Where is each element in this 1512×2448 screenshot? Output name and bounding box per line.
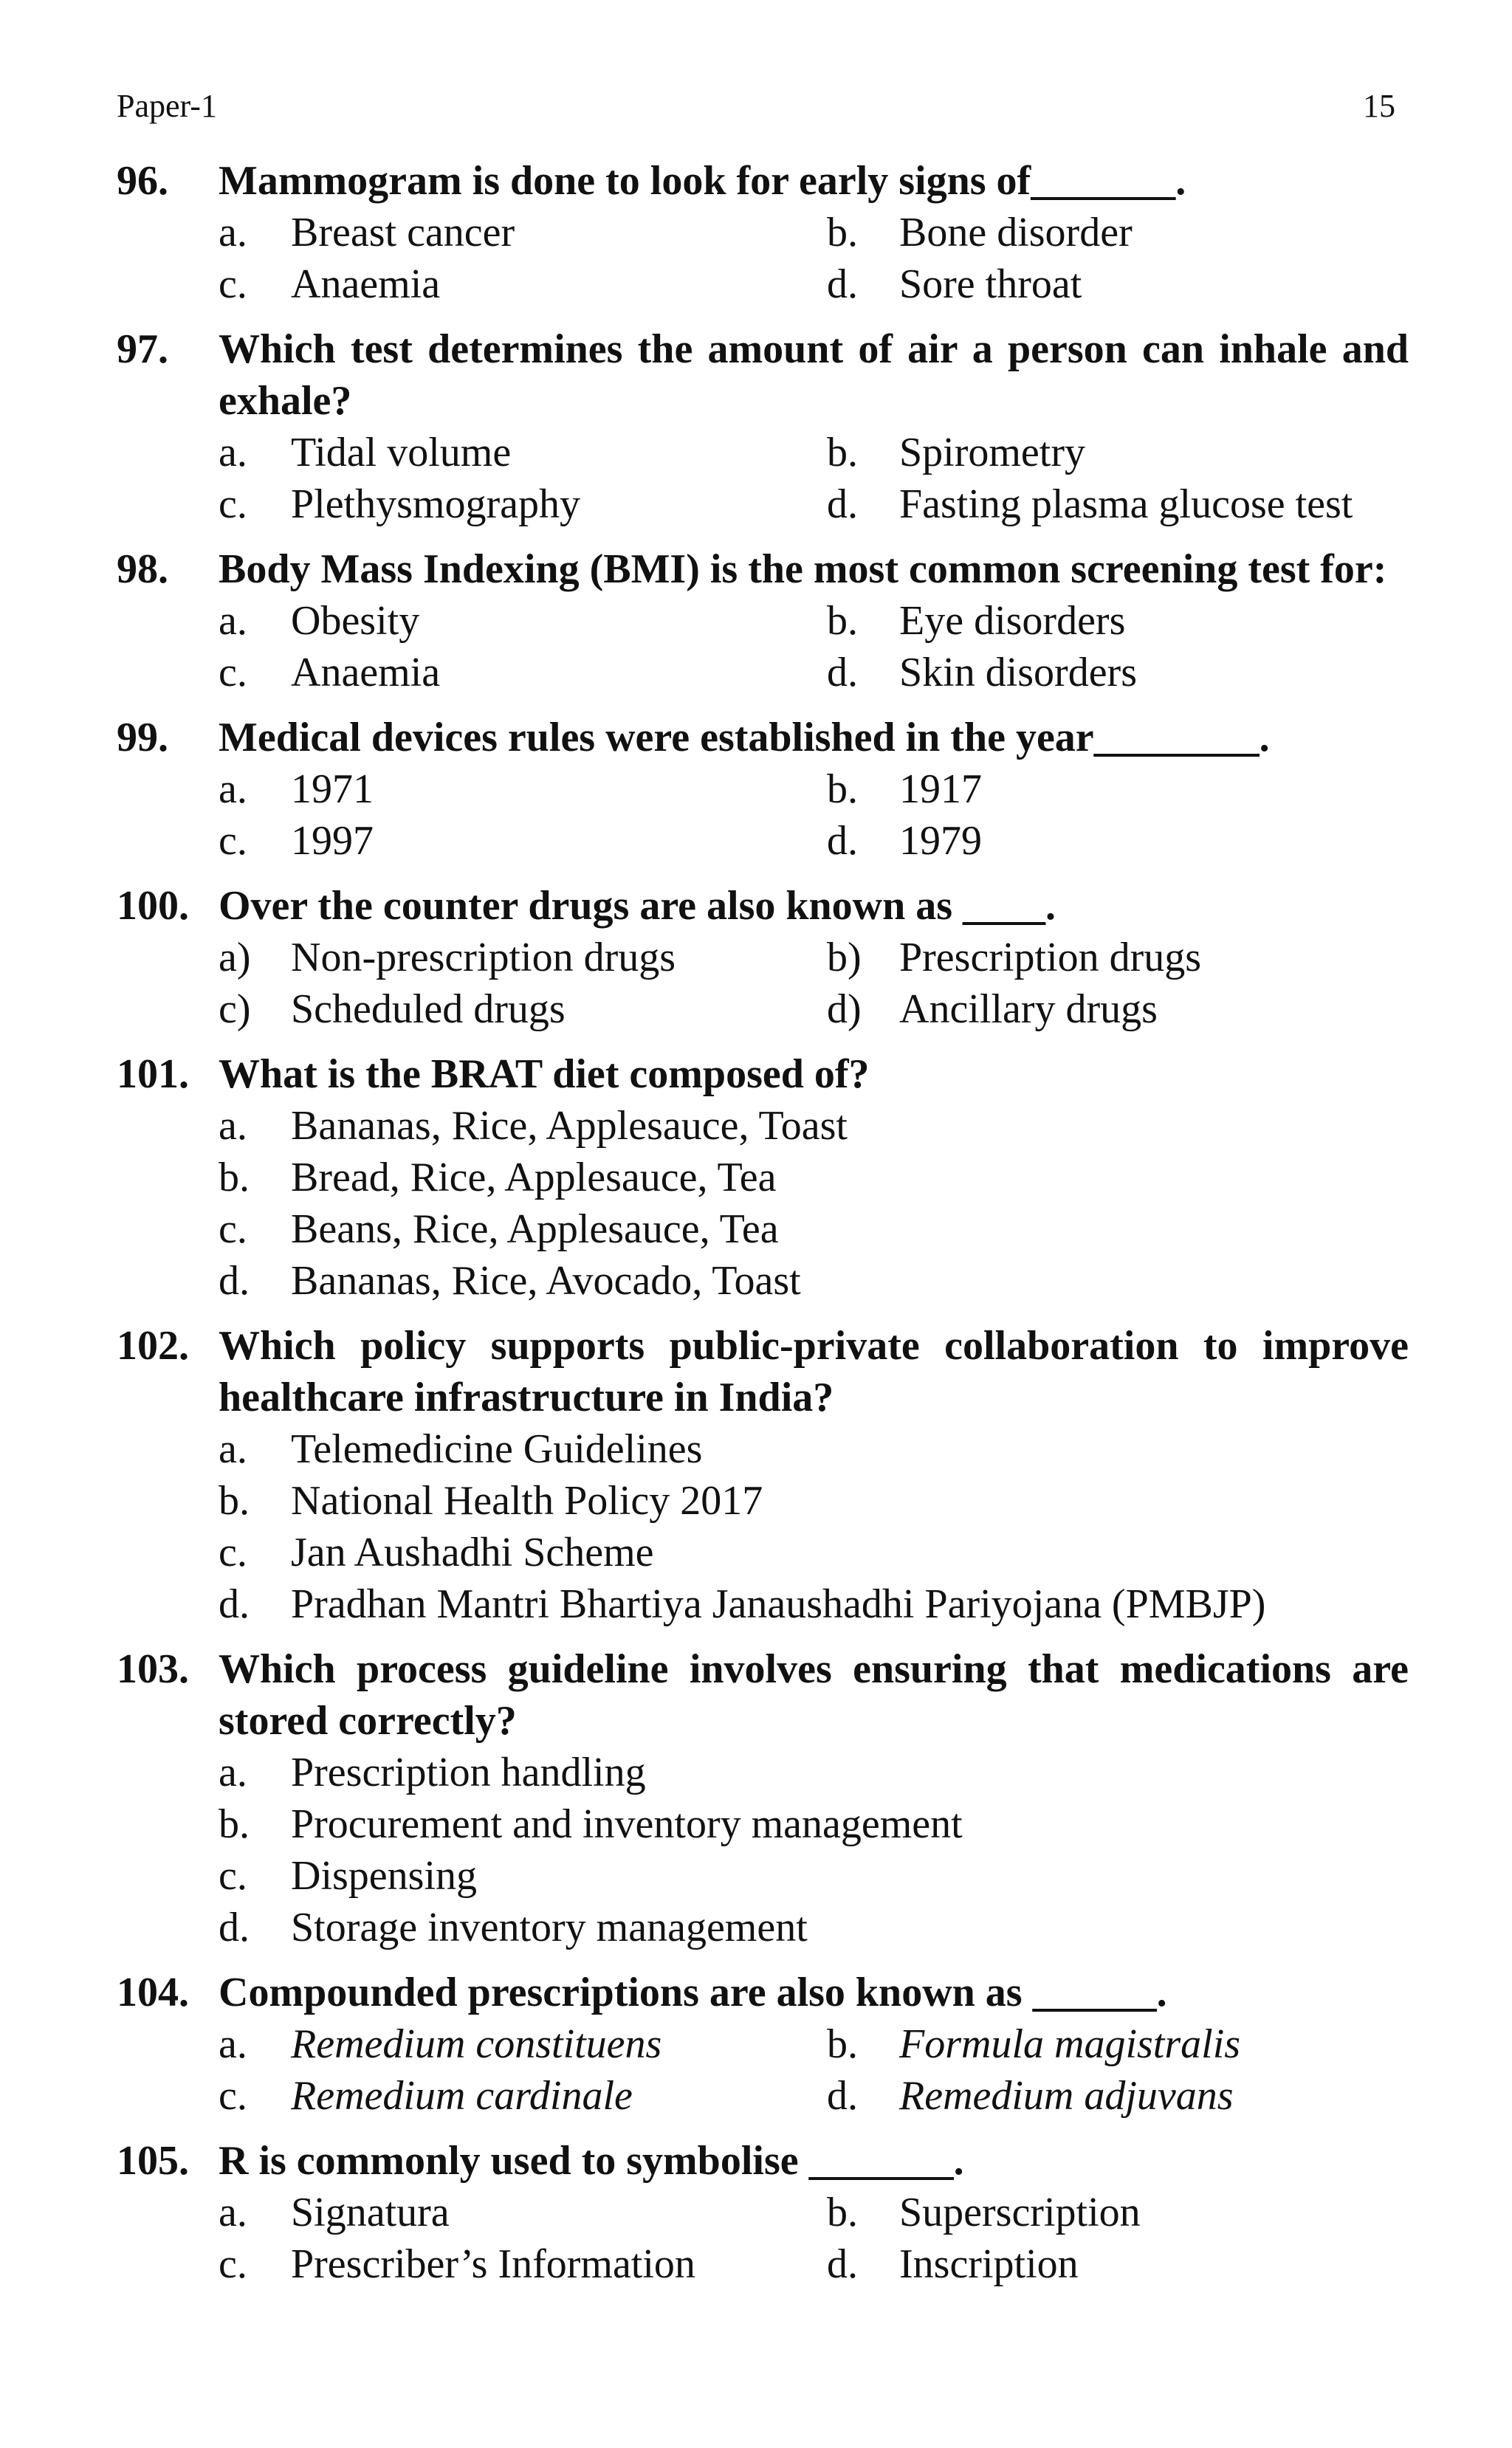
- answer-option: [219, 1152, 1409, 1203]
- option-label: b.: [827, 430, 858, 475]
- question-text: Body Mass Indexing (BMI) is the most common screening test for:: [219, 546, 1387, 592]
- option-label: a.: [219, 210, 247, 255]
- option-text: Skin disorders: [899, 650, 1137, 695]
- option-label: d.: [219, 1905, 250, 1950]
- question-item: [117, 2135, 1409, 2290]
- option-text: Prescription handling: [291, 1750, 646, 1795]
- answer-option: [827, 647, 1409, 698]
- question-number: 105.: [117, 2138, 189, 2184]
- question-row: [117, 1967, 1409, 2018]
- option-text: Inscription: [899, 2241, 1079, 2287]
- question-text: Medical devices rules were established in the year________.: [219, 715, 1270, 760]
- option-label: d.: [219, 1581, 250, 1627]
- answer-option: [827, 2238, 1409, 2290]
- answer-option: [219, 2187, 827, 2238]
- option-label: b.: [219, 1478, 250, 1524]
- option-label: b.: [827, 598, 858, 644]
- options-list: [219, 427, 1409, 530]
- question-row: [117, 323, 1409, 427]
- option-label: b.: [827, 210, 858, 255]
- question-row: [117, 880, 1409, 932]
- question-text: Which process guideline involves ensuring that medications are stored correctly?: [219, 1646, 1409, 1744]
- answer-option: [219, 1255, 1409, 1307]
- question-number: 100.: [117, 883, 189, 929]
- options-list: [219, 932, 1409, 1035]
- option-label: b.: [219, 1801, 250, 1847]
- option-text: Non-prescription drugs: [291, 935, 676, 980]
- option-label: a.: [219, 2190, 247, 2235]
- answer-option: [827, 983, 1409, 1035]
- answer-option: [827, 2018, 1409, 2070]
- option-text: Remedium cardinale: [291, 2073, 633, 2119]
- option-text: Signatura: [291, 2190, 450, 2235]
- option-text: Jan Aushadhi Scheme: [291, 1530, 654, 1575]
- options-list: [219, 1747, 1409, 1953]
- answer-option: [827, 2187, 1409, 2238]
- question-text: Mammogram is done to look for early signs of_______.: [219, 158, 1186, 204]
- option-label: c.: [219, 818, 247, 864]
- options-list: [219, 1423, 1409, 1630]
- option-label: d.: [827, 818, 858, 864]
- question-row: [117, 712, 1409, 763]
- options-list: [219, 763, 1409, 867]
- option-text: Prescriber’s Information: [291, 2241, 695, 2287]
- option-label: b.: [827, 2190, 858, 2235]
- option-text: Remedium adjuvans: [899, 2073, 1234, 2119]
- option-label: c.: [219, 1206, 247, 1252]
- answer-option: [827, 258, 1409, 310]
- option-label: c.: [219, 650, 247, 695]
- option-text: Obesity: [291, 598, 420, 644]
- option-text: Procurement and inventory management: [291, 1801, 963, 1847]
- answer-option: [219, 932, 827, 983]
- option-label: c.: [219, 1530, 247, 1575]
- option-text: Bananas, Rice, Avocado, Toast: [291, 1258, 801, 1304]
- option-text: Anaemia: [291, 261, 441, 307]
- option-text: Superscription: [899, 2190, 1141, 2235]
- question-number: 103.: [117, 1646, 189, 1692]
- option-text: Formula magistralis: [899, 2021, 1241, 2067]
- question-item: [117, 155, 1409, 310]
- question-item: [117, 323, 1409, 530]
- answer-option: [219, 207, 827, 258]
- answer-option: [219, 647, 827, 698]
- answer-option: [219, 983, 827, 1035]
- question-row: [117, 543, 1409, 595]
- answer-option: [219, 258, 827, 310]
- option-label: a.: [219, 2021, 247, 2067]
- answer-option: [827, 2070, 1409, 2122]
- option-label: c.: [219, 1853, 247, 1899]
- question-list: [117, 155, 1409, 2303]
- question-text: R is commonly used to symbolise _______.: [219, 2138, 964, 2184]
- option-label: c): [219, 986, 251, 1032]
- option-label: b): [827, 935, 862, 980]
- question-number: 98.: [117, 546, 168, 592]
- options-list: [219, 2018, 1409, 2122]
- option-text: Storage inventory management: [291, 1905, 808, 1950]
- option-label: c.: [219, 2241, 247, 2287]
- answer-option: [219, 1100, 1409, 1152]
- option-text: 1971: [291, 766, 374, 812]
- question-item: [117, 1967, 1409, 2122]
- answer-option: [219, 1747, 1409, 1798]
- question-text: What is the BRAT diet composed of?: [219, 1051, 870, 1097]
- options-list: [219, 2187, 1409, 2290]
- option-text: Prescription drugs: [899, 935, 1202, 980]
- answer-option: [827, 815, 1409, 867]
- option-text: Bread, Rice, Applesauce, Tea: [291, 1155, 777, 1200]
- question-row: [117, 155, 1409, 207]
- option-label: b.: [219, 1155, 250, 1200]
- option-label: d.: [219, 1258, 250, 1304]
- question-row: [117, 1643, 1409, 1747]
- option-label: b.: [827, 766, 858, 812]
- option-text: Dispensing: [291, 1853, 477, 1899]
- option-label: c.: [219, 261, 247, 307]
- option-text: Beans, Rice, Applesauce, Tea: [291, 1206, 779, 1252]
- option-label: d): [827, 986, 862, 1032]
- options-list: [219, 207, 1409, 310]
- option-label: d.: [827, 261, 858, 307]
- answer-option: [219, 1850, 1409, 1902]
- question-item: [117, 1643, 1409, 1953]
- question-number: 99.: [117, 715, 168, 760]
- question-item: [117, 1320, 1409, 1630]
- option-label: a.: [219, 1426, 247, 1472]
- option-label: d.: [827, 650, 858, 695]
- question-row: [117, 1048, 1409, 1100]
- option-label: a.: [219, 598, 247, 644]
- option-text: Bone disorder: [899, 210, 1133, 255]
- option-text: 1979: [899, 818, 982, 864]
- option-text: National Health Policy 2017: [291, 1478, 763, 1524]
- option-label: a.: [219, 766, 247, 812]
- option-text: Anaemia: [291, 650, 441, 695]
- answer-option: [827, 427, 1409, 478]
- question-number: 96.: [117, 158, 168, 204]
- answer-option: [827, 595, 1409, 647]
- option-text: Tidal volume: [291, 430, 512, 475]
- answer-option: [219, 1798, 1409, 1850]
- answer-option: [827, 478, 1409, 530]
- answer-option: [219, 1578, 1409, 1630]
- question-text: Compounded prescriptions are also known as ______.: [219, 1970, 1167, 2015]
- question-text: Over the counter drugs are also known as ____.: [219, 883, 1056, 929]
- option-text: Telemedicine Guidelines: [291, 1426, 703, 1472]
- answer-option: [219, 2070, 827, 2122]
- option-text: Breast cancer: [291, 210, 515, 255]
- option-label: a): [219, 935, 251, 980]
- answer-option: [219, 1475, 1409, 1527]
- options-list: [219, 595, 1409, 698]
- paper-label: Paper-1: [117, 88, 217, 124]
- question-row: [117, 1320, 1409, 1423]
- option-text: Sore throat: [899, 261, 1082, 307]
- question-number: 104.: [117, 1970, 189, 2015]
- option-text: 1917: [899, 766, 982, 812]
- option-text: Spirometry: [899, 430, 1085, 475]
- option-text: Fasting plasma glucose test: [899, 481, 1353, 527]
- page-number: 15: [1363, 88, 1395, 124]
- answer-option: [219, 763, 827, 815]
- option-label: d.: [827, 2241, 858, 2287]
- answer-option: [219, 1423, 1409, 1475]
- option-text: Bananas, Rice, Applesauce, Toast: [291, 1103, 848, 1149]
- option-label: a.: [219, 430, 247, 475]
- option-label: c.: [219, 2073, 247, 2119]
- question-row: [117, 2135, 1409, 2187]
- option-label: d.: [827, 481, 858, 527]
- option-text: Ancillary drugs: [899, 986, 1158, 1032]
- options-list: [219, 1100, 1409, 1307]
- question-text: Which test determines the amount of air a person can inhale and exhale?: [219, 326, 1409, 424]
- question-item: [117, 543, 1409, 698]
- question-item: [117, 1048, 1409, 1307]
- option-text: Scheduled drugs: [291, 986, 566, 1032]
- answer-option: [219, 1902, 1409, 1953]
- answer-option: [219, 1203, 1409, 1255]
- question-number: 102.: [117, 1323, 189, 1369]
- question-text: Which policy supports public-private collaboration to improve healthcare infrastructure in India?: [219, 1323, 1409, 1420]
- option-label: b.: [827, 2021, 858, 2067]
- answer-option: [219, 815, 827, 867]
- option-text: Plethysmography: [291, 481, 580, 527]
- answer-option: [219, 595, 827, 647]
- option-label: c.: [219, 481, 247, 527]
- answer-option: [827, 207, 1409, 258]
- answer-option: [827, 763, 1409, 815]
- option-text: Remedium constituens: [291, 2021, 662, 2067]
- question-item: [117, 880, 1409, 1035]
- answer-option: [827, 932, 1409, 983]
- option-label: d.: [827, 2073, 858, 2119]
- answer-option: [219, 478, 827, 530]
- answer-option: [219, 1527, 1409, 1578]
- option-text: Pradhan Mantri Bhartiya Janaushadhi Pariyojana (PMBJP): [291, 1581, 1266, 1627]
- option-text: Eye disorders: [899, 598, 1126, 644]
- question-item: [117, 712, 1409, 867]
- option-label: a.: [219, 1750, 247, 1795]
- page-header: [117, 87, 1395, 125]
- answer-option: [219, 2238, 827, 2290]
- option-text: 1997: [291, 818, 374, 864]
- question-number: 101.: [117, 1051, 189, 1097]
- question-number: 97.: [117, 326, 168, 372]
- answer-option: [219, 2018, 827, 2070]
- option-label: a.: [219, 1103, 247, 1149]
- answer-option: [219, 427, 827, 478]
